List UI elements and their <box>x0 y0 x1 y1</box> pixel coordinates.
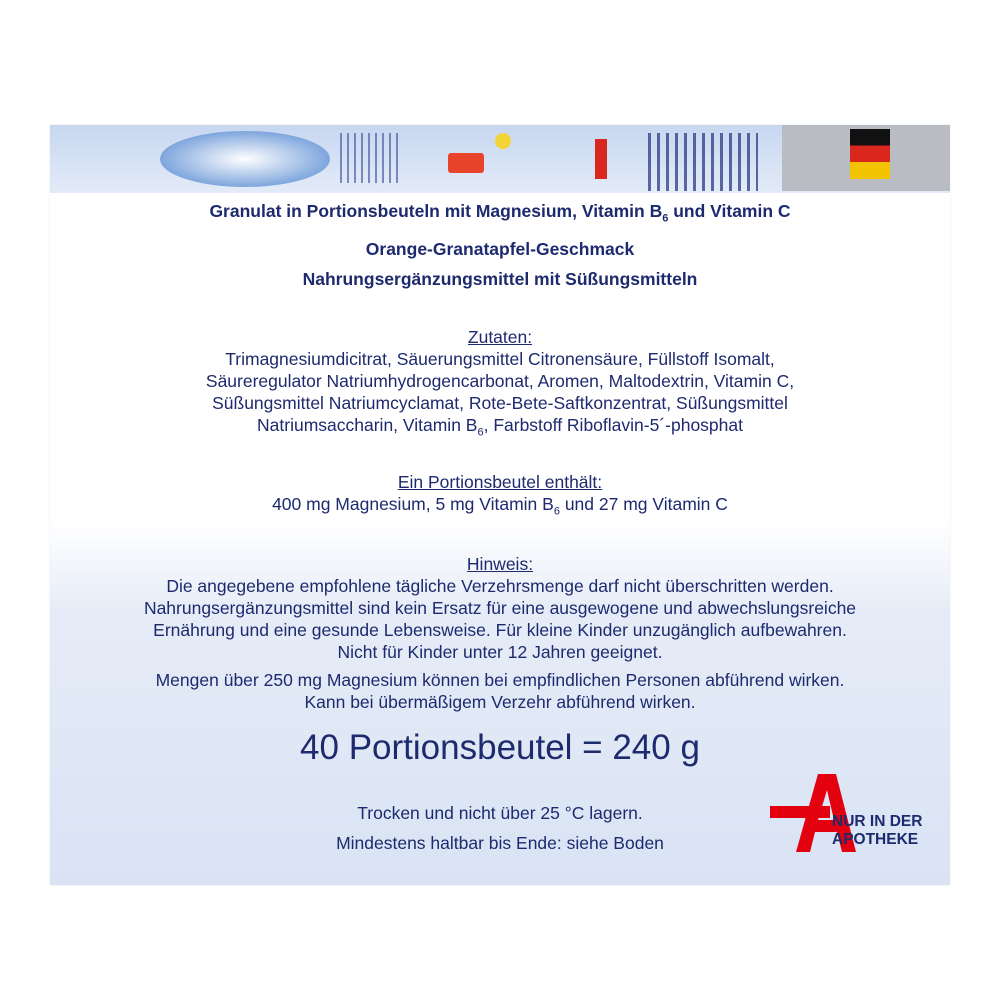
zutaten-line-2: Säureregulator Natriumhydrogencarbonat, Aromen, Maltodextrin, Vitamin C, <box>205 370 795 391</box>
lid-badge-graphic <box>495 133 511 149</box>
hinweis-line-3: Ernährung und eine gesunde Lebensweise. Für kleine Kinder unzugänglich aufbewahren. <box>153 619 847 640</box>
zutaten-title: Zutaten: <box>467 326 533 347</box>
portion-title: Ein Portionsbeutel enthält: <box>397 472 603 492</box>
portion-line: 400 mg Magnesium, 5 mg Vitamin $B_6$ und 27 mg Vitamin C <box>272 494 728 518</box>
lid-brand-text-graphic <box>648 133 758 191</box>
lid-fruit-graphic <box>448 153 484 173</box>
storage-note: Trocken und nicht über 25 °C lagern. <box>357 803 643 823</box>
lid-product-graphic <box>160 131 330 187</box>
apotheke-logo-text <box>832 813 962 849</box>
heading-line-2: Orange-Granatapfel-Geschmack <box>365 238 635 259</box>
hinweis-line-2: Nahrungsergänzungsmittel sind kein Ersatz für eine ausgewogene und abwechslungsreiche <box>143 597 857 618</box>
apotheke-line-2: APOTHEKE <box>832 831 919 848</box>
label-text <box>60 196 940 713</box>
lid-flag-graphic <box>850 129 890 179</box>
heading-line-1: Granulat in Portionsbeuteln mit Magnesium, Vitamin $B_6$ und Vitamin C <box>209 201 791 225</box>
package-size: 40 Portionsbeutel = 240 g <box>300 728 700 767</box>
zutaten-line-1: Trimagnesiumdicitrat, Säuerungsmittel Citronensäure, Füllstoff Isomalt, <box>225 348 775 369</box>
lid-text-block <box>340 133 400 183</box>
package-top-flap <box>50 125 950 193</box>
best-before-note: Mindestens haltbar bis Ende: siehe Boden <box>336 833 664 853</box>
hinweis-line-1: Die angegebene empfohlene tägliche Verzehrsmenge darf nicht überschritten werden. <box>166 575 834 596</box>
zutaten-line-3: Süßungsmittel Natriumcyclamat, Rote-Bete-Saftkonzentrat, Süßungsmittel <box>212 392 788 413</box>
heading-line-3: Nahrungsergänzungsmittel mit Süßungsmitteln <box>302 268 698 289</box>
hinweis-title: Hinweis: <box>466 553 534 574</box>
lid-red-stripe <box>595 139 607 179</box>
apotheke-line-1: NUR IN DER <box>832 813 923 830</box>
apotheke-cross-bar <box>770 806 830 818</box>
hinweis-line-4: Nicht für Kinder unter 12 Jahren geeignet. <box>337 641 663 662</box>
hinweis-line-6: Kann bei übermäßigem Verzehr abführend wirken. <box>304 691 696 712</box>
hinweis-line-5: Mengen über 250 mg Magnesium können bei empfindlichen Personen abführend wirken. <box>155 669 845 690</box>
zutaten-line-4: Natriumsaccharin, Vitamin $B_6$, Farbstoff Riboflavin-5´-phosphat <box>257 414 743 438</box>
